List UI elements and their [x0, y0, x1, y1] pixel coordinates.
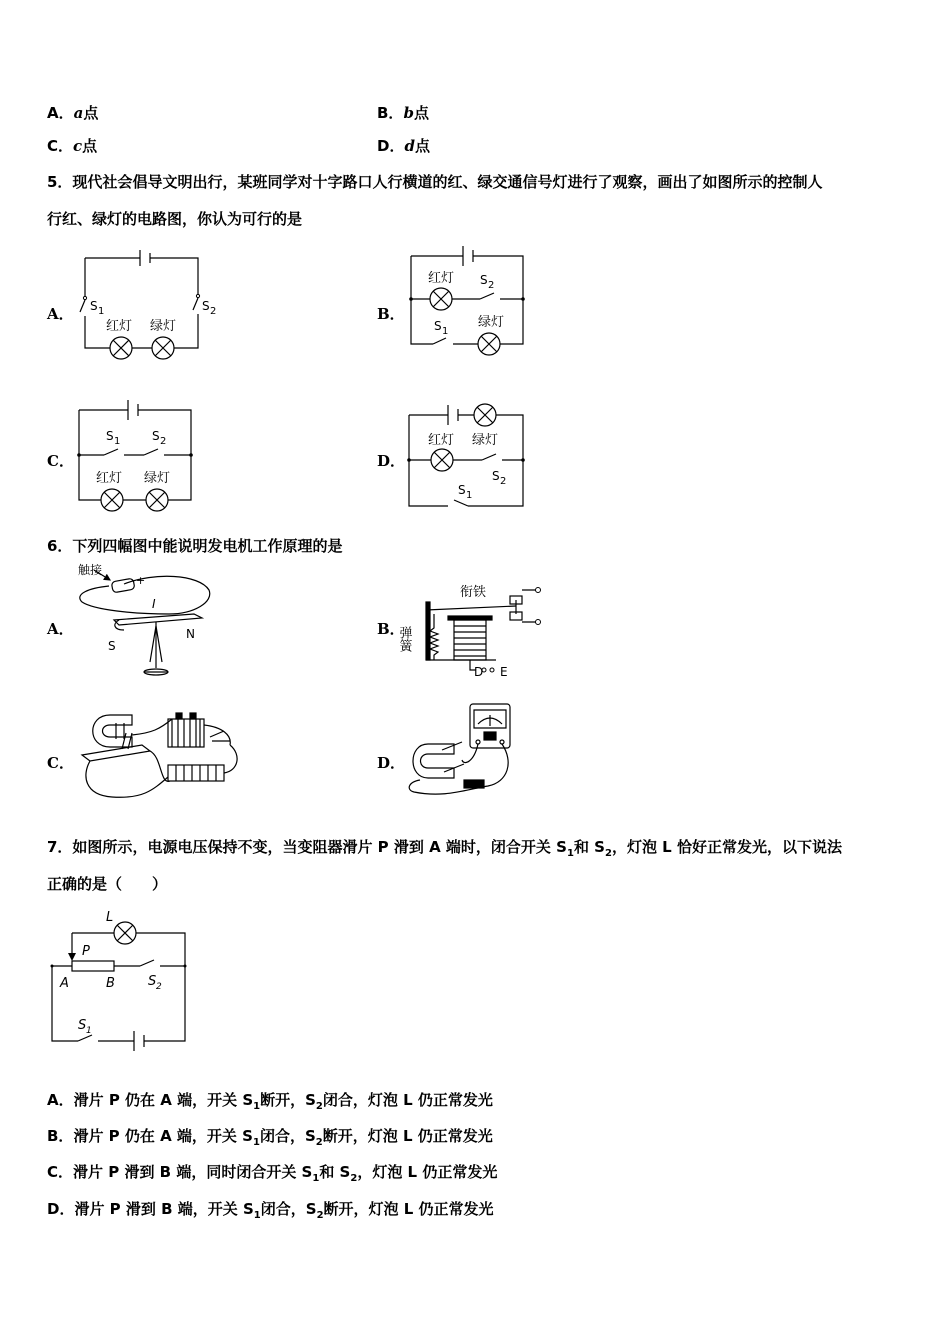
q5c-s2-label: S: [152, 429, 160, 443]
q5a-s2-label: S: [202, 299, 210, 313]
q5-circuit-c: [76, 400, 196, 510]
q6-label-c[interactable]: C．: [47, 754, 74, 772]
q7-option-a[interactable]: A．滑片 P 仍在 A 端，开关 $S_1$断开，$S_2$闭合，灯泡 L 仍正常发光: [47, 1091, 493, 1112]
q5d-green-lamp-label: 绿灯: [472, 433, 499, 448]
svg-text:2: 2: [160, 436, 167, 447]
q6-figure-b-relay: [396, 580, 549, 680]
q5-circuit-b: [408, 244, 528, 354]
q6b-spring-label: 弹簧: [396, 626, 412, 652]
svg-text:+: +: [136, 574, 146, 587]
q6a-current-label: I: [152, 597, 156, 611]
q5a-green-lamp-label: 绿灯: [150, 319, 177, 334]
q7-option-c[interactable]: C．滑片 P 滑到 B 端，同时闭合开关 $S_1$和 $S_2$，灯泡 L 仍正常发光: [47, 1163, 498, 1184]
svg-text:1: 1: [98, 306, 105, 317]
q7-end-a-label: A: [60, 976, 69, 991]
q5-label-b[interactable]: B．: [377, 305, 405, 323]
svg-text:1: 1: [86, 1026, 92, 1036]
q7-option-b[interactable]: B．滑片 P 仍在 A 端，开关 $S_1$闭合，$S_2$断开，灯泡 L 仍正常发光: [47, 1127, 493, 1148]
q5-circuit-d: [406, 400, 531, 512]
q5c-red-lamp-label: 红灯: [96, 471, 123, 486]
svg-text:2: 2: [500, 476, 507, 487]
q6b-d-label: D: [474, 665, 484, 679]
q7-stem-line1: 7．如图所示，电源电压保持不变，当变阻器滑片 P 滑到 A 端时，闭合开关 $S_1$和 $S_2$，灯泡 L 恰好正常发光，以下说法: [47, 838, 842, 859]
q7-slider-label: P: [82, 944, 90, 959]
q7-option-d[interactable]: D．滑片 P 滑到 B 端，开关 $S_1$闭合，$S_2$断开，灯泡 L 仍正常发光: [47, 1200, 494, 1221]
svg-text:2: 2: [156, 982, 162, 992]
svg-text:1: 1: [466, 490, 473, 501]
q5-stem-line1: 5．现代社会倡导文明出行，某班同学对十字路口人行横道的红、绿交通信号灯进行了观察，画出了如图所示的控制人: [47, 173, 823, 191]
q5b-green-lamp-label: 绿灯: [478, 315, 505, 330]
q5d-red-lamp-label: 红灯: [428, 433, 455, 448]
q5a-red-lamp-label: 红灯: [106, 319, 133, 334]
q7-lamp-label: L: [106, 910, 114, 925]
q5-label-a[interactable]: A．: [47, 305, 74, 323]
q6-stem: 6．下列四幅图中能说明发电机工作原理的是: [47, 537, 343, 555]
q5-stem-line2: 行红、绿灯的电路图，你认为可行的是: [47, 210, 303, 228]
q6a-north-label: N: [186, 627, 195, 641]
q7-stem-line2: 正确的是（ ）: [47, 875, 168, 893]
svg-text:1: 1: [114, 436, 121, 447]
q5-label-d[interactable]: D．: [377, 452, 406, 470]
q7-end-b-label: B: [106, 976, 115, 991]
q6-label-b[interactable]: B．: [377, 620, 405, 638]
q4-option-c[interactable]: C．c点: [47, 137, 98, 155]
q5c-green-lamp-label: 绿灯: [144, 471, 171, 486]
q5b-red-lamp-label: 红灯: [428, 271, 455, 286]
q6a-touch-label: 触接: [78, 563, 103, 577]
q6-figure-d-generator: [404, 702, 524, 802]
q6b-e-label: E: [500, 665, 508, 679]
q5c-s1-label: S: [106, 429, 114, 443]
q4-option-a[interactable]: A．a点: [47, 104, 99, 122]
q7-circuit: [50, 905, 190, 1055]
q7-s1-label: S: [78, 1018, 87, 1033]
svg-text:1: 1: [442, 326, 449, 337]
q5d-s2-label: S: [492, 469, 500, 483]
q6-label-a[interactable]: A．: [47, 620, 74, 638]
q5-label-c[interactable]: C．: [47, 452, 74, 470]
svg-text:2: 2: [210, 306, 217, 317]
q5b-s1-label: S: [434, 319, 442, 333]
q7-s2-label: S: [148, 974, 157, 989]
svg-text:2: 2: [488, 280, 495, 291]
q5-circuit-a: [80, 248, 217, 363]
q5b-s2-label: S: [480, 273, 488, 287]
q4-option-d[interactable]: D．d点: [377, 137, 430, 155]
q5d-s1-label: S: [458, 483, 466, 497]
q4-option-b[interactable]: B．b点: [377, 104, 429, 122]
q6-figure-c-motor: [72, 705, 247, 805]
q6-label-d[interactable]: D．: [377, 754, 406, 772]
q6-figure-a-oersted: [74, 562, 224, 682]
q6b-armature-label: 衔铁: [460, 585, 487, 600]
q5a-s1-label: S: [90, 299, 98, 313]
q6a-south-label: S: [108, 639, 116, 653]
